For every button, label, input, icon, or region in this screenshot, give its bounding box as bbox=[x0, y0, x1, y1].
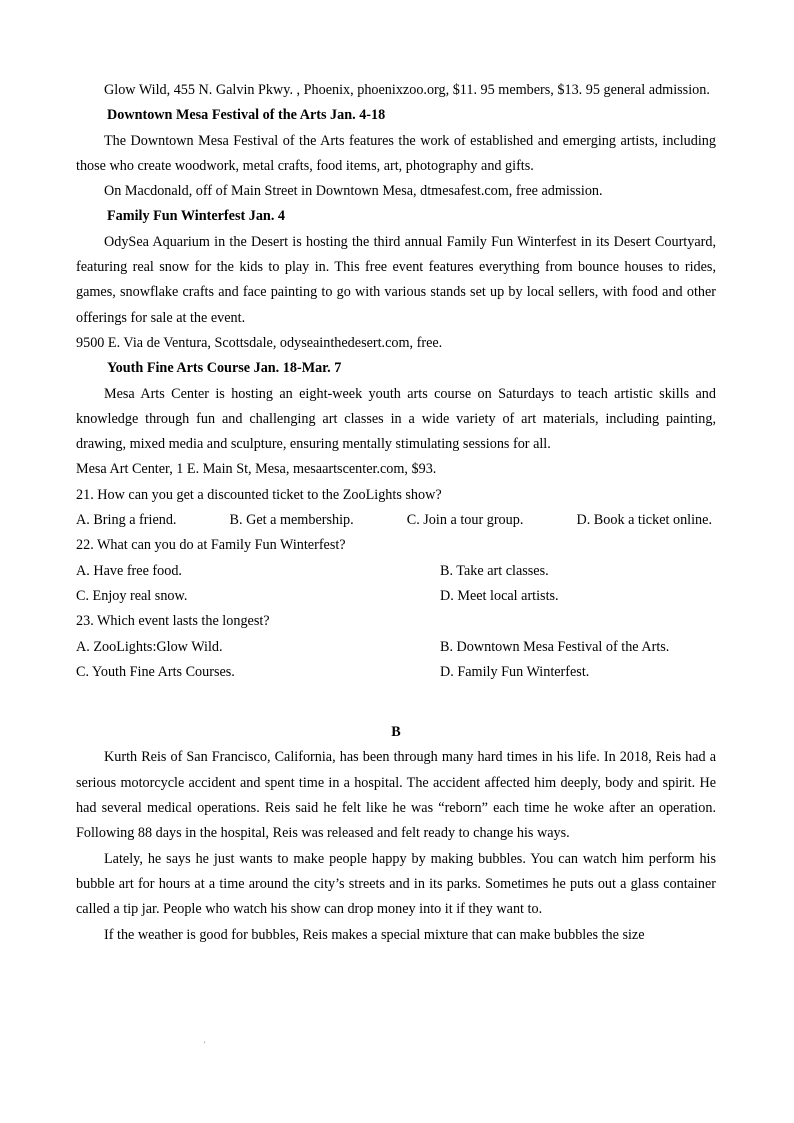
question-21: 21. How can you get a discounted ticket to the ZooLights show? bbox=[76, 486, 442, 503]
event-address: Mesa Art Center, 1 E. Main St, Mesa, mesaartscenter.com, $93. bbox=[76, 461, 437, 478]
event-heading-winterfest: Family Fun Winterfest Jan. 4 bbox=[107, 208, 286, 225]
option-b: B. Take art classes. bbox=[440, 562, 549, 579]
question-22-options-row-2 bbox=[76, 584, 716, 609]
passage-paragraph: Kurth Reis of San Francisco, California, has been through many hard times in his life. In 2018, Reis had a serious motorcycle accident and spent time in a hospital. The accident affected him deeply, body and spirit. He had several medical operations. Reis said he felt like he was “reborn” each time he woke after an operation. Following 88 days in the hospital, Reis was released and felt ready to change his ways. bbox=[76, 749, 716, 842]
question-22: 22. What can you do at Family Fun Winterfest? bbox=[76, 537, 346, 554]
question-21-options bbox=[76, 508, 716, 533]
event-address: 9500 E. Via de Ventura, Scottsdale, odyseainthedesert.com, free. bbox=[76, 334, 443, 351]
event-paragraph: OdySea Aquarium in the Desert is hosting the third annual Family Fun Winterfest in its Desert Courtyard, featuring real snow for the kids to play in. This free event features everything from bounce houses to rides, games, snowflake crafts and face painting to go with various stands set up by local sellers, with food and other offerings for sale at the event. bbox=[76, 233, 716, 326]
event-heading-mesa-festival: Downtown Mesa Festival of the Arts Jan. 4-18 bbox=[107, 107, 386, 124]
option-c: C. Enjoy real snow. bbox=[76, 587, 188, 604]
question-22-options-row-1 bbox=[76, 559, 716, 584]
option-b: B. Downtown Mesa Festival of the Arts. bbox=[440, 638, 670, 655]
footer-mark: ' bbox=[204, 1040, 206, 1049]
question-23-options-row-2 bbox=[76, 660, 716, 685]
document-page bbox=[76, 78, 716, 948]
event-paragraph: The Downtown Mesa Festival of the Arts features the work of established and emerging artists, including those who create woodwork, metal crafts, food items, art, photography and gifts. bbox=[76, 132, 716, 174]
zoo-lights-info: Glow Wild, 455 N. Galvin Pkwy. , Phoenix, phoenixzoo.org, $11. 95 members, $13. 95 general admission. bbox=[104, 82, 710, 98]
event-address: On Macdonald, off of Main Street in Downtown Mesa, dtmesafest.com, free admission. bbox=[104, 183, 603, 200]
question-23: 23. Which event lasts the longest? bbox=[76, 613, 270, 630]
event-paragraph: Mesa Arts Center is hosting an eight-week youth arts course on Saturdays to teach artistic skills and knowledge through fun and challenging art classes in a wide variety of art materials, including painting, drawing, mixed media and sculpture, ensuring mentally stimulating sessions for all. bbox=[76, 385, 716, 453]
option-a: A. ZooLights:Glow Wild. bbox=[76, 638, 223, 655]
option-c: C. Join a tour group. bbox=[406, 512, 524, 529]
option-d: D. Family Fun Winterfest. bbox=[440, 663, 590, 680]
passage-paragraph: If the weather is good for bubbles, Reis makes a special mixture that can make bubbles the size bbox=[104, 926, 645, 943]
passage-paragraph: Lately, he says he just wants to make people happy by making bubbles. You can watch him perform his bubble art for hours at a time around the city’s streets and in its parks. Sometimes he puts out a glass container called a tip jar. People who watch his show can drop money into it if they want to. bbox=[76, 850, 716, 918]
option-d: D. Meet local artists. bbox=[440, 587, 559, 604]
event-heading-youth-arts: Youth Fine Arts Course Jan. 18-Mar. 7 bbox=[107, 360, 342, 377]
option-c: C. Youth Fine Arts Courses. bbox=[76, 663, 235, 680]
section-b-heading: B bbox=[391, 724, 401, 741]
option-a: A. Bring a friend. bbox=[76, 512, 177, 529]
option-b: B. Get a membership. bbox=[229, 512, 354, 529]
option-a: A. Have free food. bbox=[76, 562, 182, 579]
option-d: D. Book a ticket online. bbox=[576, 512, 712, 529]
question-23-options-row-1 bbox=[76, 635, 716, 660]
